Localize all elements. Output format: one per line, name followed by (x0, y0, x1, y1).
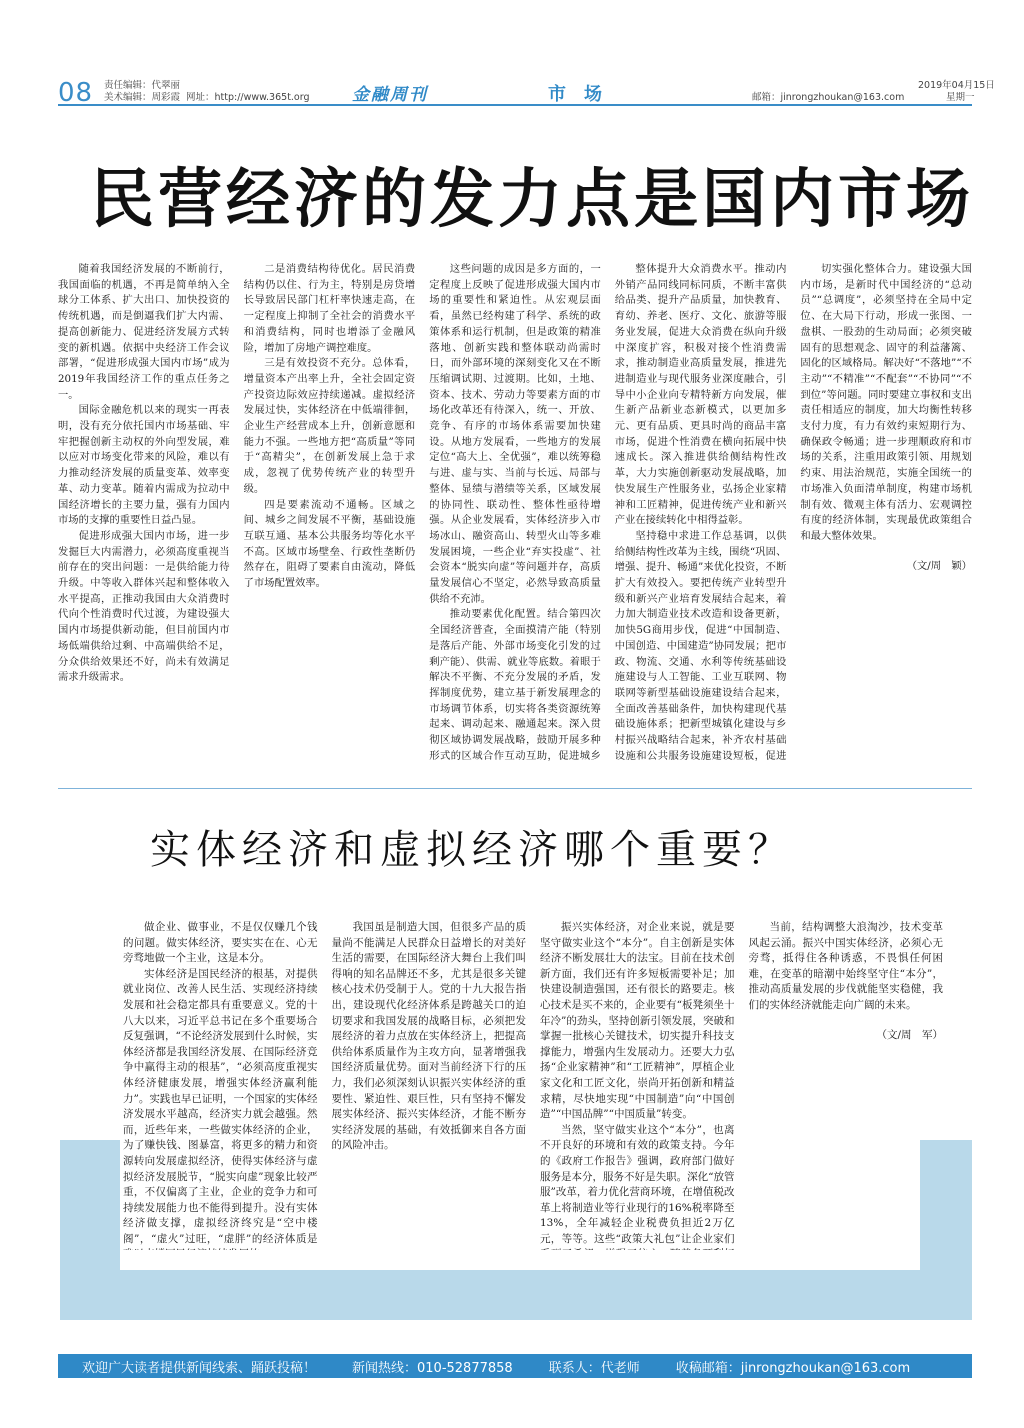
paragraph: 实体经济是国民经济的根基，对提供就业岗位、改善人民生活、实现经济持续发展和社会稳定都具有重要意义。党的十八大以来，习近平总书记在多个重要场合反复强调，“不论经济发展到什么时候，实体经济都是我国经济发展、在国际经济竞争中赢得主动的根基”，“必须高度重视实体经济健康发展，增强实体经济赢利能力”。实践也早已证明，一个国家的实体经济发展水平越高，经济实力就会越强。然而，近些年来，一些做实体经济的企业，为了赚快钱、图暴富，将更多的精力和资源转向发展虚拟经济，使得实体经济与虚拟经济发展脱节，“脱实向虚”现象比较严重，不仅偏离了主业，企业的竞争力和可持续发展能力也不能得到提升。没有实体经济做支撑，虚拟经济终究是“空中楼阁”，“虚火”过旺，“虚胖”的经济体质是 (123, 967, 318, 1245)
paragraph: 促进形成强大国内市场，进一步发掘巨大内需潜力，必须高度重视当前存在的突出问题：一是供给能力待升级。中等收入群体兴起和整体收入水平提高，正推动我国由大众消费时代向个性消费时代过渡，为建设强大国内市场提供新动能，但目前国内市场低端供给过剩、中高端供给不足，分众供给效果还不好，尚未有效满足需求升级需求。 (58, 529, 230, 684)
article1-title: 民营经济的发力点是国内市场 (90, 162, 974, 237)
weekday: 星期一 (946, 92, 975, 103)
article2-column (332, 920, 527, 1250)
paragraph: 这些问题的成因是多方面的，一定程度上反映了促进形成强大国内市场的重要性和紧迫性。从宏观层面看，虽然已经构建了科学、系统的政策体系和运行机制，但是政策的精准落地、创新实践和整体联动尚需时日，而外部环境的深刻变化又在不断压缩调试期、过渡期。比如，土地、资本、技术、劳动力等要素方面的市场化改革还有待深入，统一、开放、竞争、有序的市场体系需要加快建设。从地方发展看，一些地方的发展定位“高大上、全优强”，难以统筹稳与进、虚与实、当前与长远、局部与整体、显绩与潜绩等关系，区域发展的协同性、联动性、整体性亟待增强。从企业发展看，实体经济步入市场冰山、融资高山、转型火山等多难发展困境，一些企业“弃实投虚”、社会资本“脱实向虚”等问题并存，高质量发展信心不坚定，必然导致高质量供给不充沛。 (429, 263, 601, 605)
paragraph: 国际金融危机以来的现实一再表明，没有充分依托国内市场基础、牢牢把握创新主动权的外向型发展，难以应对市场变化带来的风险，难以有力推动经济发展的质量变革、效率变革、动力变革。随着内需成为拉动中国经济增长的主要力量，强有力国内市场的支撑的重要性日益凸显。 (58, 404, 230, 527)
article1-column (58, 262, 230, 762)
page-number: 08 (58, 78, 94, 108)
article1-byline: （文/周 颖） (906, 559, 972, 572)
article1-column (800, 262, 972, 762)
paragraph: 当然，坚守做实业这个“本分”，也离不开良好的环境和有效的政策支持。今年的《政府工作报告》强调，政府部门做好服务是本分，服务不好是失职。深化“放管服”改革，着力优化营商环境，在增值税改革上将制造业等行业现行的16%税率降至13%，全年减轻企业税费负担近2万亿元，等等。这些“政策大礼包”让企业家们 (540, 1123, 735, 1245)
header-rule (58, 104, 972, 106)
article1-column (615, 262, 787, 762)
art-editor-credit: 美术编辑：周彩霞 (104, 92, 181, 103)
paragraph: 坚持稳中求进工作总基调，以供给侧结构性改革为主线，围绕“巩固、增强、提升、畅通”来优化投资，不断扩大有效投入。要把传统产业转型升级和新兴产业培育发展结合起来，着力加大制造业技术改造和设备更新，加快5G商用步伐，促进“中国制造、中国创造、中国建造”协同发展；把市政、物流、交通、水利等传统基础设施建设与人工智能、工业互联网、物联网等新型基础设施建设结合起来，全面改善基础条件，加快构建现代基础设施体系；把新型城镇化建设与乡村振兴战略结合起来，补齐农村基础设施和公共服务设施建设短板，促进 (614, 529, 787, 762)
editor-credit: 责任编辑：代翠丽 (104, 80, 181, 91)
section-divider (58, 788, 972, 789)
article2-byline: （文/周 军） (876, 1028, 943, 1041)
footer-email: 收稿邮箱：jinrongzhoukan@163.com (675, 1360, 911, 1376)
paragraph: 振兴实体经济，对企业来说，就是要坚守做实业这个“本分”。自主创新是实体经济不断发展壮大的法宝。目前在技术创新方面，我们还有许多短板需要补足；加快建设制造强国，还有很长的路要走。核心技术是买不来的，企业要有“板凳须坐十年冷”的劲头，坚持创新引领发展，突破和掌握一批核心关键技术，切实提升科技支撑能力，增强内生发展动力。还要大力弘扬“企业家精神”和“工匠精神”，厚植企业家文化和工匠文化，崇尚开拓创新和精益求精，尽快地实现“中国制造”向“中国创造”“中国品牌”“中国质量”转变。 (540, 921, 735, 1121)
article2-column (749, 920, 944, 1250)
article2-body (123, 920, 943, 1250)
article2-column (123, 920, 318, 1250)
paragraph: 推动要素优化配置。结合第四次全国经济普查，全面摸清产能（特别是落后产能、外部市场变化引发的过剩产能）、供需、就业等底数。着眼于解决不平衡、不充分发展的矛盾，发挥制度优势，建立基于新发展理念的市场调节体系，切实将各类资源统筹起来、调动起来、融通起来。深入贯彻区域协调发展战略，鼓励开展多种形式的区域合作互动互助，促进城乡 (429, 608, 601, 762)
publication-name: 金融周刊 (352, 85, 428, 105)
article1-body (58, 262, 972, 762)
section-name: 市场 (548, 84, 620, 105)
paragraph: 随着我国经济发展的不断前行，我国面临的机遇，不再是简单纳入全球分工体系、扩大出口、加快投资的传统机遇，而是倒逼我们扩大内需、提高创新能力、促进经济发展方式转变的新机遇。依据中央经济工作会议部署，“促进形成强大国内市场”成为2019年我国经济工作的重点任务之一。 (58, 263, 230, 401)
website: 网址：http://www.365t.org (186, 92, 310, 103)
footer-bar (58, 1354, 972, 1378)
paragraph: 二是消费结构待优化。居民消费结构仍以住、行为主，特别是房贷增长导致居民部门杠杆率快速走高，在一定程度上抑制了全社会的消费水平和消费结构，同时也增添了金融风险，增加了房地产调控难度。 (243, 263, 416, 354)
footer-contact: 联系人：代老师 (548, 1360, 640, 1376)
paragraph: 当前，结构调整大浪淘沙，技术变革风起云涌。振兴中国实体经济，必须心无旁骛，抵得住各种诱惑，不畏惧任何困难，在变革的暗潮中始终坚守住“本分”，推动高质量发展的步伐就能坚实稳健，我们的实体经济就能走向广阔的未来。 (748, 921, 943, 1011)
footer-invite: 欢迎广大读者提供新闻线索、踊跃投稿！ (82, 1360, 317, 1376)
article1-column (244, 262, 416, 762)
article2-title: 实体经济和虚拟经济哪个重要？ (150, 827, 794, 873)
article1-column (429, 262, 601, 762)
paragraph: 做企业、做事业，不是仅仅赚几个钱的问题。做实体经济，要实实在在、心无旁骛地做一个主业，这是本分。 (123, 921, 318, 965)
paragraph: 四是要素流动不通畅。区域之间、城乡之间发展不平衡，基础设施互联互通、基本公共服务均等化水平不高。区域市场壁垒、行政性垄断仍然存在，阻碍了要素自由流动，降低了市场配置效率。 (243, 498, 416, 590)
header-email: 邮箱：jinrongzhoukan@163.com (752, 92, 905, 103)
article2-column (540, 920, 735, 1250)
paragraph: 我国虽是制造大国，但很多产品的质量尚不能满足人民群众日益增长的对美好生活的需要，在国际经济大舞台上我们叫得响的知名品牌还不多，尤其是很多关键核心技术仍受制于人。党的十九大报告指出，建设现代化经济体系是跨越关口的迫切要求和我国发展的战略目标，必须把发展经济的着力点放在实体经济上，把提高供给体系质量作为主攻方向，显著增强我国经济质量优势。面对当前经济下行的压力，我们必须深刻认识振兴实体经济的重要性、紧迫性、艰巨性，只有坚持不懈发展实体经济、振兴实体经济，才能不断夯实经济发展的基础，有效抵御来自各方面的风险冲击。 (331, 921, 526, 1152)
footer-hotline: 新闻热线：010-52877858 (352, 1360, 513, 1376)
paragraph: 三是有效投资不充分。总体看，增量资本产出率上升，全社会固定资产投资边际效应持续递减。虚拟经济发展过快，实体经济在中低端徘徊，企业生产经营成本上升，创新意愿和能力不强。一些地方把“高质量”等同于“高精尖”，在创新发展上急于求成，忽视了优势传统产业的转型升级。 (243, 357, 416, 495)
paragraph: 切实强化整体合力。建设强大国内市场，是新时代中国经济的“总动员”“总调度”，必须坚持在全局中定位、在大局下行动，形成一张图、一盘棋、一股劲的生动局面；必须突破固有的思想观念、固守的利益藩篱、固化的区域格局。解决好“不落地”“不主动”“不精准”“不配套”“不协同”“不到位”等问题。同时要建立事权和支出责任相适应的制度，加大均衡性转移支付力度，有力有效约束短期行为、确保政令畅通；进一步理顺政府和市场的关系，注重用政策引领、用规划约束、用法治规范，实施全国统一的市场准入负面清单制度，构建市场机制有效、微观主体有活力、宏观调控有度的经济体制，实现最优政策组合和最大整体效果。 (800, 263, 972, 542)
issue-date: 2019年04月15日 (918, 80, 995, 91)
paragraph: 整体提升大众消费水平。推动内外销产品同线同标同质，不断丰富供给品类、提升产品质量，加快教育、育幼、养老、医疗、文化、旅游等服务业发展，促进大众消费在纵向升级中深度扩容，积极对接个性消费需求，推动制造业高质量发展，推进先进制造业与现代服务业深度融合，引导中小企业向专精特新方向发展，催生新产品新业态新模式，以更加多元、更有品质、更具时尚的商品丰富市场，促进个性消费在横向拓展中快速成长。深入推进供给侧结构性改革，大力实施创新驱动发展战略，加快发展生产性服务业，弘扬企业家精神和工匠精神，促进传统产业和新兴产业在接续转化中相得益彰。 (614, 263, 787, 527)
